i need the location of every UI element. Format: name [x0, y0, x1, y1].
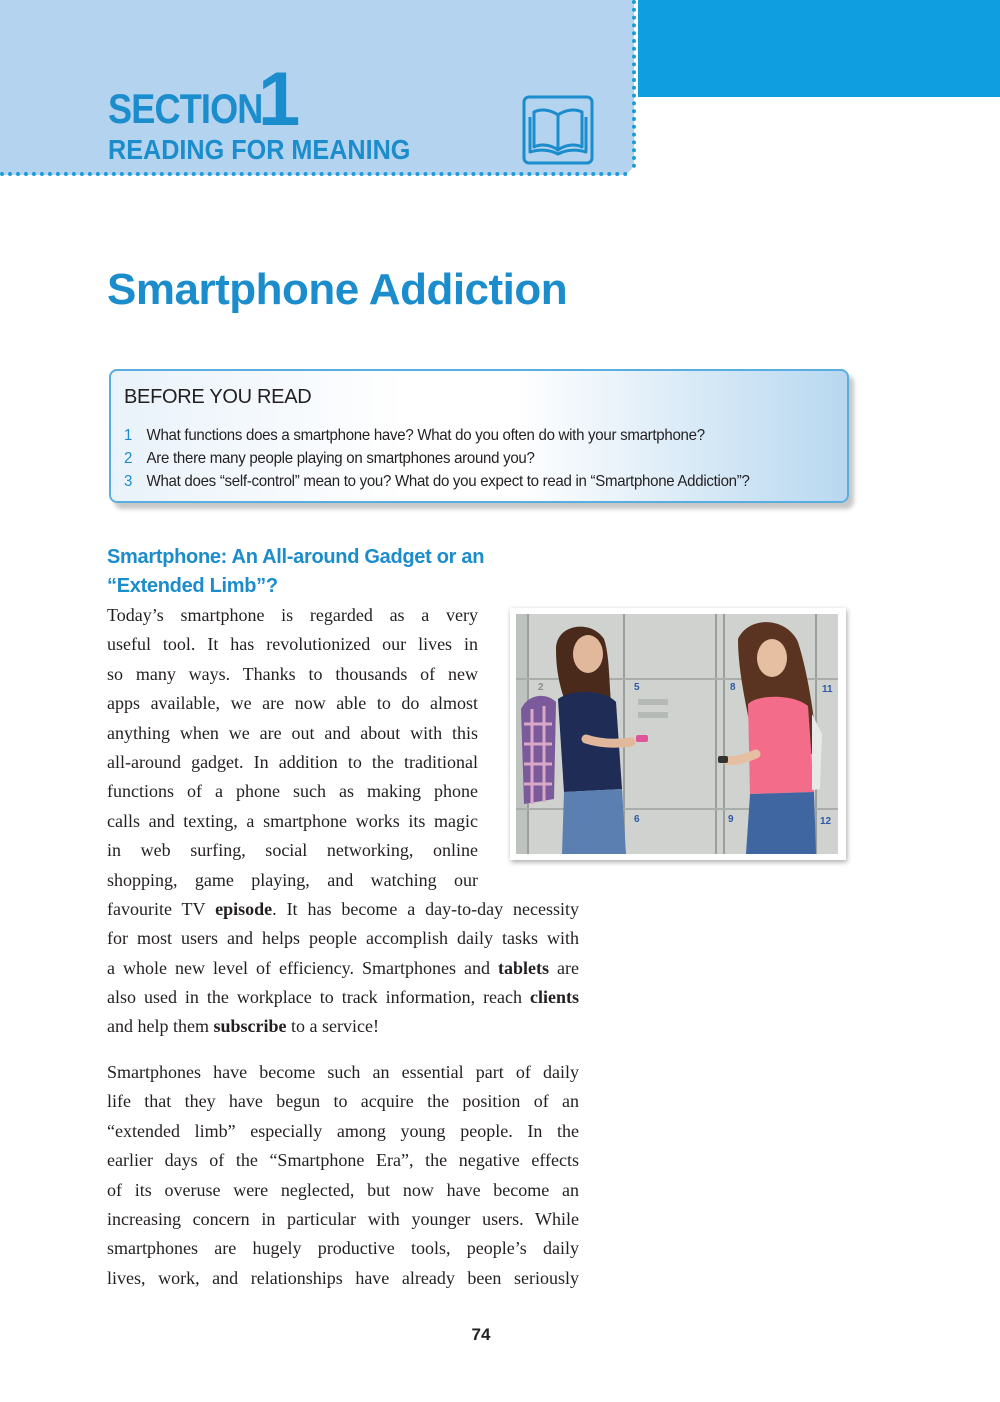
- paragraph-1-narrow: [107, 601, 478, 895]
- question-number: 3: [124, 473, 133, 490]
- text-line: shopping, game playing, and watching our: [107, 869, 478, 890]
- locker-number: 8: [730, 682, 736, 693]
- text-line: Today’s smartphone is regarded as a very: [107, 605, 478, 625]
- photo-frame: [510, 608, 846, 860]
- locker-number: 6: [634, 814, 640, 825]
- section-number: 1: [258, 57, 301, 142]
- before-you-read-heading: BEFORE YOU READ: [124, 386, 312, 408]
- vocab-episode: episode: [215, 899, 273, 919]
- open-book-icon: [522, 95, 594, 165]
- locker-number: 12: [820, 816, 832, 827]
- section-subtitle: READING FOR MEANING: [108, 134, 411, 165]
- vocab-tablets: tablets: [498, 957, 549, 978]
- page-title: Smartphone Addiction: [107, 265, 568, 314]
- section-label: SECTION: [108, 85, 263, 132]
- locker-number: 5: [634, 682, 640, 693]
- question-item: [124, 473, 750, 491]
- locker-number: 9: [728, 814, 734, 825]
- girls-with-smartphones-photo: [516, 614, 838, 854]
- vocab-subscribe: subscribe: [213, 1016, 287, 1036]
- text-line: increasing concern in particular with younger users. While: [107, 1209, 579, 1230]
- subheading-line: “Extended Limb”?: [107, 575, 278, 597]
- text-line: a whole new level of efficiency. Smartphones and tablets are: [107, 957, 579, 978]
- header-dotted-border-right: [632, 0, 636, 168]
- text-line: apps available, we are now able to do almost: [107, 693, 478, 714]
- subheading-line: Smartphone: An All-around Gadget or an: [107, 546, 485, 568]
- question-text: What functions does a smartphone have? What do you often do with your smartphone?: [146, 427, 705, 444]
- text-line: lives, work, and relationships have already been seriously: [107, 1267, 579, 1288]
- text-line: smartphones are hugely productive tools, people’s daily: [107, 1238, 579, 1259]
- text-line: and help them subscribe to a service!: [107, 1016, 379, 1036]
- page-number: 74: [471, 1325, 491, 1344]
- question-item: [124, 427, 705, 445]
- text-line: functions of a phone such as making phone: [107, 781, 478, 802]
- header-accent-bar: [638, 0, 1000, 97]
- text-line: “extended limb” especially among young people. In the: [107, 1120, 579, 1141]
- question-text: Are there many people playing on smartphones around you?: [146, 450, 535, 467]
- text-line: Smartphones have become such an essential part of daily: [107, 1062, 579, 1082]
- photo-illustration: [516, 614, 838, 854]
- vocab-clients: clients: [530, 987, 579, 1008]
- paragraph-1-last-line: [107, 1012, 579, 1041]
- text-line: calls and texting, a smartphone works its magic: [107, 810, 478, 831]
- text-line: anything when we are out and about with this: [107, 722, 478, 743]
- paragraph-1-wide: [107, 895, 579, 1013]
- text-line: also used in the workplace to track information, reach clients: [107, 987, 579, 1008]
- text-line: useful tool. It has revolutionized our lives in: [107, 634, 478, 655]
- text-line: for most users and helps people accomplish daily tasks with: [107, 928, 579, 949]
- text-line: in web surfing, social networking, online: [107, 840, 478, 861]
- question-number: 1: [124, 427, 133, 444]
- text-line: so many ways. Thanks to thousands of new: [107, 663, 478, 684]
- article-subheading: [107, 543, 567, 601]
- text-line: all-around gadget. In addition to the traditional: [107, 752, 478, 773]
- before-you-read-box: [109, 369, 849, 503]
- text-line: of its overuse were neglected, but now have become an: [107, 1179, 579, 1200]
- text-line: life that they have begun to acquire the position of an: [107, 1091, 579, 1112]
- locker-number: 11: [822, 684, 833, 695]
- question-number: 2: [124, 450, 133, 467]
- locker-number: 2: [538, 682, 544, 693]
- header-dotted-border-bottom: [0, 172, 628, 176]
- text-line: favourite TV episode. It has become a day-to-day necessity: [107, 899, 579, 919]
- question-text: What does “self-control” mean to you? What do you expect to read in “Smartphone Addiction”?: [146, 473, 750, 490]
- text-line: earlier days of the “Smartphone Era”, the negative effects: [107, 1150, 579, 1171]
- paragraph-2: [107, 1058, 579, 1293]
- question-item: [124, 450, 535, 468]
